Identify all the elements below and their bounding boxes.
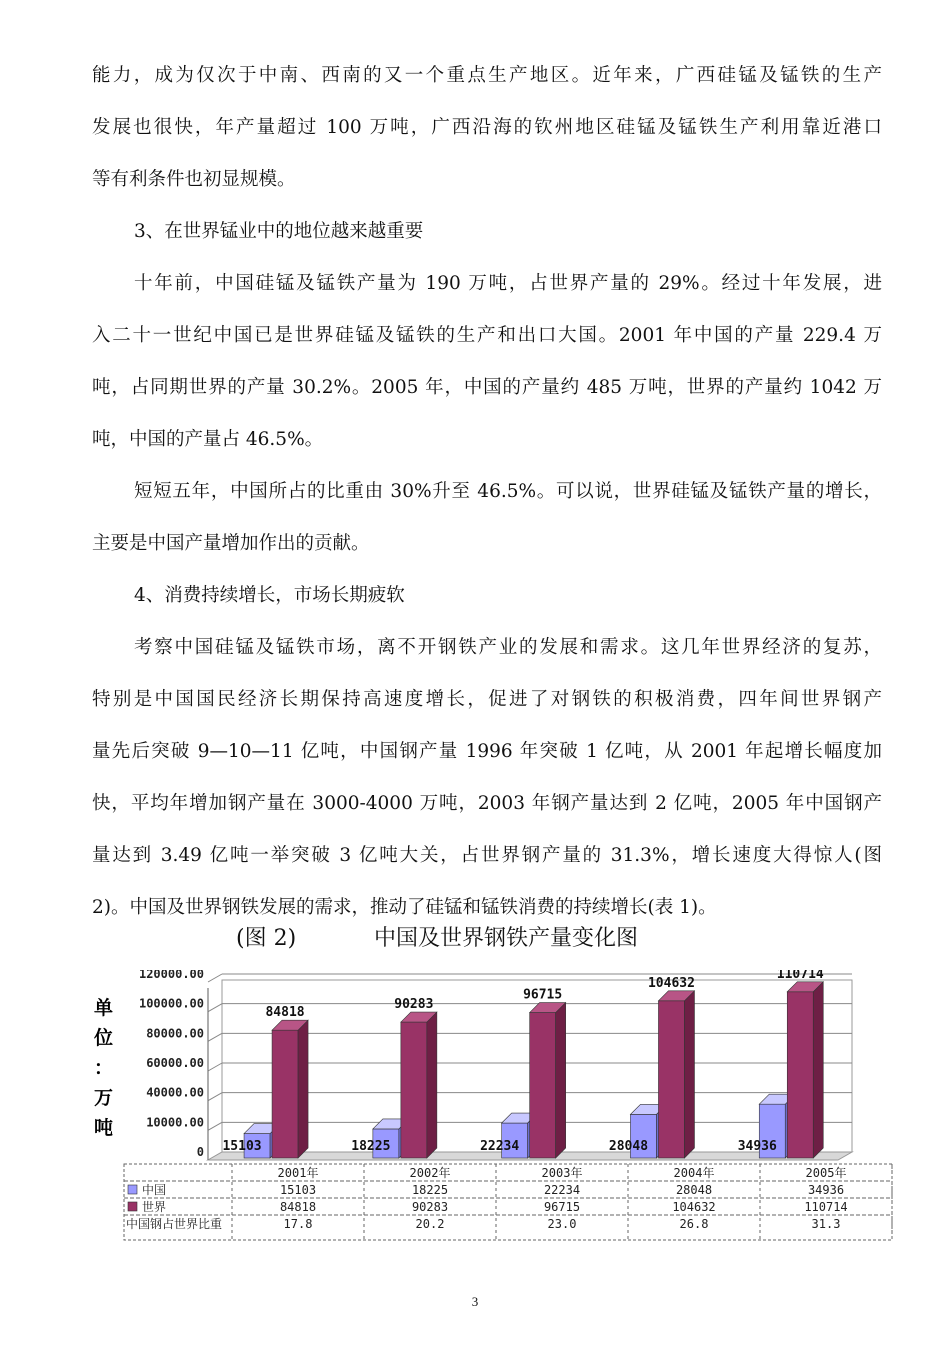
data-label: 22234 [480,1139,520,1154]
data-label: 84818 [265,1005,305,1021]
paragraph-line: 量达到 3.49 亿吨一举突破 3 亿吨大关，占世界钢产量的 31.3%，增长速度大得惊人(图 [92,845,882,866]
table-cell: 26.8 [679,1217,709,1231]
y-tick-label: 80000.00 [146,1026,204,1041]
gridline-depth [208,974,222,982]
data-label: 96715 [523,987,563,1003]
table-cell: 28048 [675,1183,713,1197]
table-row-label: 中国钢占世界比重 [126,1217,223,1231]
table-row-label: 世界 [142,1200,167,1214]
y-axis-label-char: 吨 [94,1117,114,1139]
paragraph-line: 4、消费持续增长，市场长期疲软 [134,585,405,606]
paragraph-line: 3、在世界锰业中的地位越来越重要 [134,221,424,242]
paragraph-line: 能力，成为仅次于中南、西南的又一个重点生产地区。近年来，广西硅锰及锰铁的生产 [92,65,882,86]
paragraph-line: 考察中国硅锰及锰铁市场，离不开钢铁产业的发展和需求。这几年世界经济的复苏， [134,637,882,658]
paragraph-line: 吨，中国的产量占 46.5%。 [92,429,324,450]
y-axis-label-char: 万 [94,1087,114,1109]
bar-world [401,1022,427,1158]
table-cell: 84818 [279,1200,317,1214]
y-tick-label: 120000.00 [138,970,204,981]
bar-world [787,992,813,1158]
data-label: 15103 [222,1139,262,1154]
data-label: 28048 [608,1139,649,1154]
data-label: 110714 [776,970,824,982]
y-axis-label-char: ： [94,1057,114,1079]
gridline-depth [208,1122,222,1130]
table-cell: 17.8 [283,1217,313,1231]
data-label: 104632 [647,975,695,991]
paragraph-line: 等有利条件也初显规模。 [92,169,296,190]
data-table-border [124,1164,892,1240]
paragraph-line: 2)。中国及世界钢铁发展的需求，推动了硅锰和锰铁消费的持续增长(表 1)。 [92,897,717,918]
x-category-label: 2005年 [805,1166,847,1180]
x-category-label: 2003年 [541,1166,583,1180]
gridline-depth [208,1033,222,1041]
y-axis-label-char: 位 [94,1027,114,1049]
gridline-depth [208,1093,222,1101]
bar-world [658,1001,684,1158]
bar-side [813,982,823,1158]
paragraph-line: 入二十一世纪中国已是世界硅锰及锰铁的生产和出口大国。2001 年中国的产量 229.4 万 [92,325,882,346]
figure-caption [236,921,638,952]
bar-side [427,1012,437,1158]
legend-swatch [128,1202,137,1211]
table-cell: 90283 [411,1200,449,1214]
x-category-label: 2004年 [673,1166,715,1180]
table-cell: 22234 [543,1183,581,1197]
data-label: 18225 [351,1139,391,1154]
figure-number: (图 2) [236,926,297,951]
page-number: 3 [471,1294,479,1309]
bar-side [298,1020,308,1158]
y-tick-label: 60000.00 [146,1056,204,1070]
table-cell: 20.2 [415,1217,445,1231]
table-cell: 18225 [411,1183,449,1197]
gridline-depth [208,1004,222,1012]
table-cell: 96715 [543,1200,581,1214]
table-row-label: 中国 [142,1183,167,1197]
bar-world [530,1013,556,1158]
y-tick-label: 40000.00 [146,1085,204,1100]
figure-title: 中国及世界钢铁产量变化图 [374,926,639,951]
table-cell: 110714 [804,1200,848,1214]
bar-side [556,1003,566,1158]
legend-swatch [128,1185,137,1194]
y-tick-label: 100000.00 [138,996,204,1011]
paragraph-line: 吨，占同期世界的产量 30.2%。2005 年，中国的产量约 485 万吨，世界的产量约 1042 万 [92,377,882,398]
gridline-depth [208,1063,222,1071]
paragraph-line: 量先后突破 9—10—11 亿吨，中国钢产量 1996 年突破 1 亿吨，从 2001 年起增长幅度加 [92,741,882,762]
paragraph-line: 主要是中国产量增加作出的贡献。 [92,533,370,554]
y-axis-label-char: 单 [94,997,114,1019]
bar-side [684,991,694,1158]
paragraph-line: 特别是中国国民经济长期保持高速度增长，促进了对钢铁的积极消费，四年间世界钢产 [92,689,882,710]
paragraph-line: 发展也很快，年产量超过 100 万吨，广西沿海的钦州地区硅锰及锰铁生产利用靠近港口 [92,117,882,138]
chart-svg [80,970,900,1260]
table-cell: 34936 [807,1183,845,1197]
data-label: 90283 [394,997,434,1013]
table-cell: 31.3 [811,1217,841,1231]
x-category-label: 2001年 [277,1166,319,1180]
table-cell: 15103 [279,1183,317,1197]
paragraph-line: 快，平均年增加钢产量在 3000-4000 万吨，2003 年钢产量达到 2 亿吨，2005 年中国钢产 [92,793,882,814]
data-label: 34936 [737,1139,777,1154]
bar-world [272,1030,298,1158]
table-cell: 23.0 [547,1217,577,1231]
paragraph-line: 十年前，中国硅锰及锰铁产量为 190 万吨，占世界产量的 29%。经过十年发展，进 [134,273,882,294]
y-tick-label: 0 [196,1145,204,1159]
table-cell: 104632 [672,1200,716,1214]
steel-production-chart [80,970,900,1260]
y-tick-label: 10000.00 [146,1115,204,1130]
paragraph-line: 短短五年，中国所占的比重由 30%升至 46.5%。可以说，世界硅锰及锰铁产量的增长， [134,481,882,502]
x-category-label: 2002年 [409,1166,451,1180]
